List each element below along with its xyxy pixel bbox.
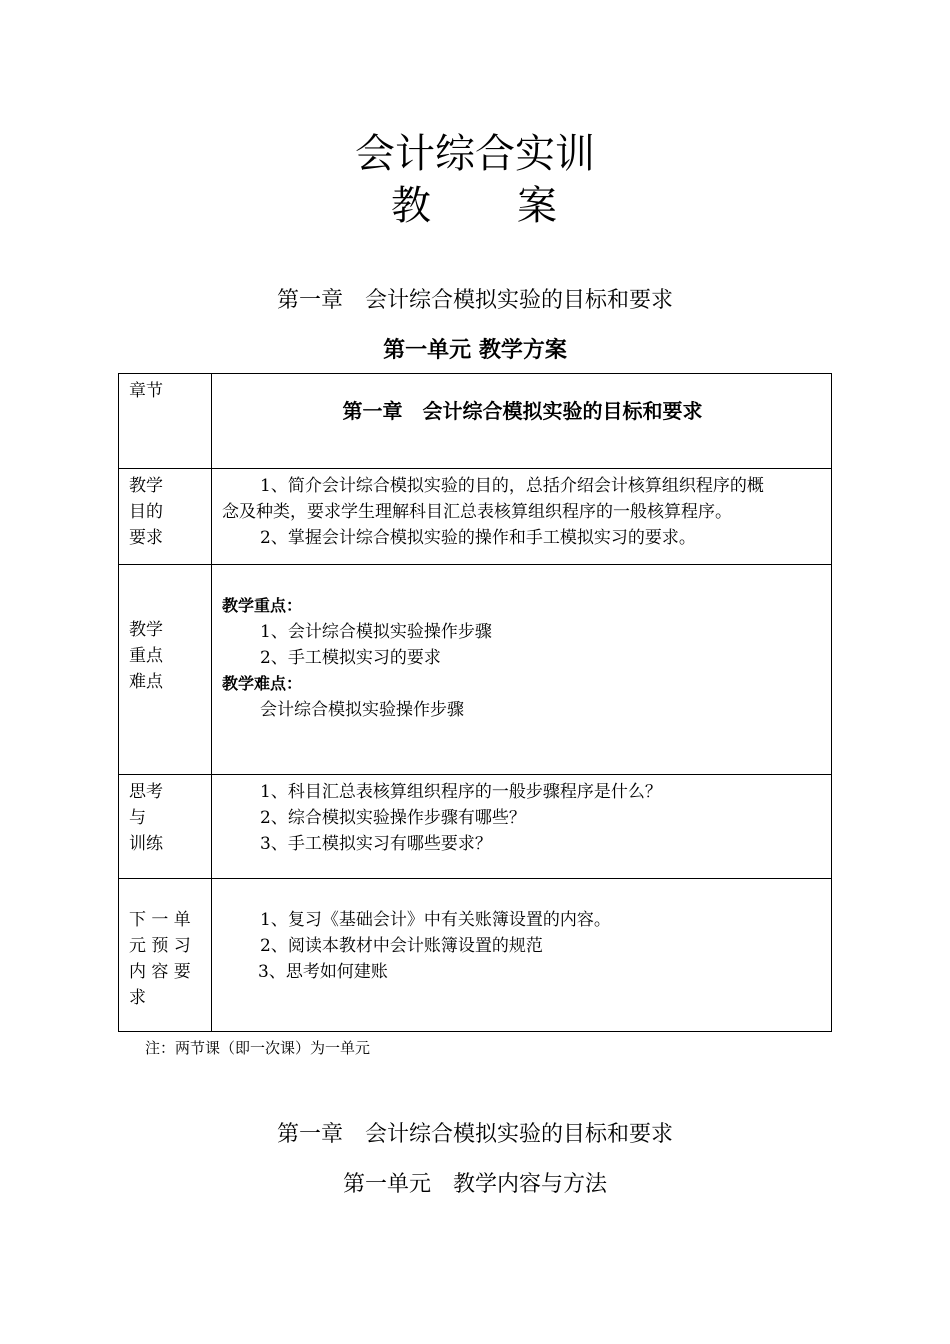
footer-unit-heading: 第一单元 教学内容与方法: [342, 1172, 607, 1197]
preview-item: 3、思考如何建账: [258, 962, 388, 982]
keypoints-content: [212, 565, 832, 775]
chapter-heading: 第一章 会计综合模拟实验的目标和要求: [276, 288, 673, 313]
goals-line: 2、掌握会计综合模拟实验的操作和手工模拟实习的要求。: [260, 528, 696, 548]
document-title: 会计综合实训: [355, 131, 595, 177]
key-item: 1、会计综合模拟实验操作步骤: [260, 622, 492, 642]
preview-item: 2、阅读本教材中会计账簿设置的规范: [260, 936, 543, 956]
table-row: [119, 775, 832, 879]
thinking-item: 1、科目汇总表核算组织程序的一般步骤程序是什么？: [260, 782, 662, 802]
keypoints-label: 教学 重点 难点: [119, 565, 212, 775]
preview-label: 下 一 单 元 预 习 内 容 要 求: [119, 879, 212, 1032]
table-footnote: 注：两节课（即一次课）为一单元: [145, 1039, 371, 1057]
thinking-item: 3、手工模拟实习有哪些要求？: [260, 834, 492, 854]
preview-content: [212, 879, 832, 1032]
table-row: [119, 879, 832, 1032]
teaching-plan-table: [118, 373, 832, 1032]
thinking-item: 2、综合模拟实验操作步骤有哪些？: [260, 808, 526, 828]
difficulty-title: 教学难点：: [222, 674, 303, 693]
footer-chapter-heading: 第一章 会计综合模拟实验的目标和要求: [276, 1122, 673, 1147]
unit-heading: 第一单元 教学方案: [383, 338, 567, 363]
difficulty-item: 会计综合模拟实验操作步骤: [260, 700, 464, 720]
goals-line: 念及种类，要求学生理解科目汇总表核算组织程序的一般核算程序。: [222, 502, 732, 522]
goals-content: [212, 469, 832, 565]
thinking-label: 思考 与 训练: [119, 775, 212, 879]
document-subtitle: 教 案: [391, 183, 559, 229]
table-row: [119, 469, 832, 565]
goals-label: 教学 目的 要求: [119, 469, 212, 565]
thinking-content: [212, 775, 832, 879]
goals-line: 1、简介会计综合模拟实验的目的，总括介绍会计核算组织程序的概: [260, 476, 764, 496]
table-row: [119, 374, 832, 469]
table-row: [119, 565, 832, 775]
preview-item: 1、复习《基础会计》中有关账簿设置的内容。: [260, 910, 611, 930]
chapter-value: 第一章 会计综合模拟实验的目标和要求: [342, 399, 703, 423]
chapter-label: 章节: [119, 374, 212, 469]
key-title: 教学重点：: [222, 596, 303, 615]
key-item: 2、手工模拟实习的要求: [260, 648, 441, 668]
